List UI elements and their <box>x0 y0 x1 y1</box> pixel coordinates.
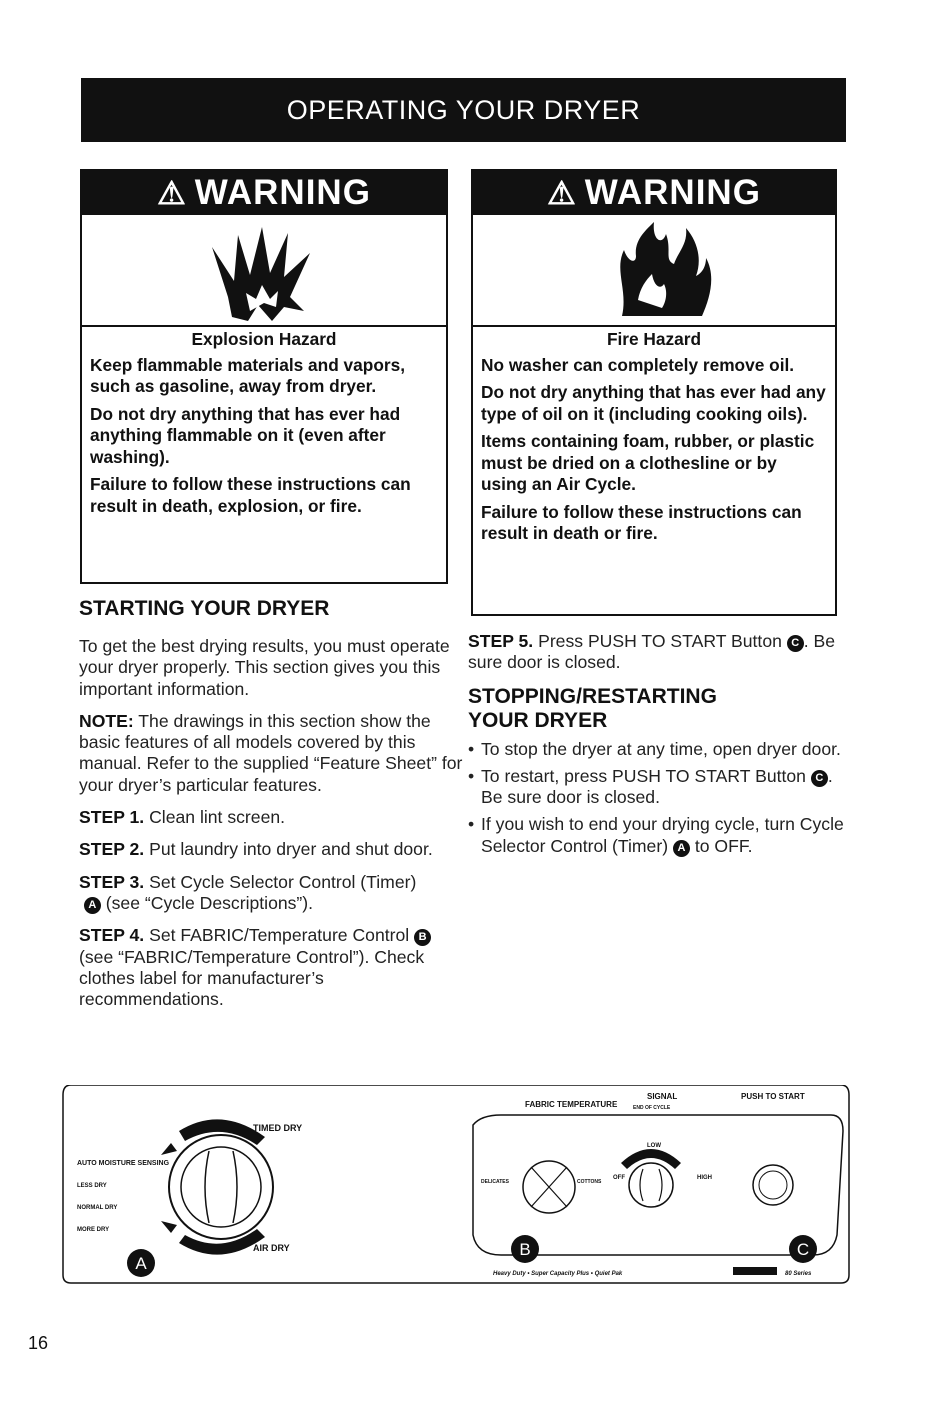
stopping-heading: STOPPING/RESTARTING <box>468 684 717 708</box>
step-text: (see “Cycle Descriptions”). <box>100 892 314 913</box>
starting-heading: STARTING YOUR DRYER <box>79 597 330 620</box>
bullet-text: To restart, press PUSH TO START Button <box>481 765 806 786</box>
page-title: OPERATING YOUR DRYER <box>286 95 641 125</box>
fire-icon <box>473 215 835 325</box>
marker-c-icon: C <box>811 770 828 787</box>
step-text: Press PUSH TO START Button <box>533 631 782 651</box>
less-dry-label: LESS DRY <box>77 1183 107 1189</box>
explosion-warning-box <box>80 169 448 584</box>
warning-triangle-icon: ⚠ <box>157 175 187 211</box>
normal-dry-label: NORMAL DRY <box>77 1205 118 1211</box>
model-footer-text: Heavy Duty • Super Capacity Plus • Quiet Pak <box>493 1271 623 1277</box>
starting-instructions <box>79 636 465 1021</box>
page-number: 16 <box>28 1333 49 1353</box>
warning-heading: WARNING <box>194 173 371 212</box>
warning-line: No washer can completely remove oil. <box>481 354 795 375</box>
off-label: OFF <box>613 1175 625 1181</box>
step-4 <box>79 925 465 1010</box>
signal-sublabel: END OF CYCLE <box>633 1105 671 1111</box>
series-label: 80 Series <box>785 1271 812 1277</box>
step-text: Set Cycle Selector Control (Timer) <box>144 871 417 892</box>
timed-dry-label: TIMED DRY <box>253 1123 303 1133</box>
step-1 <box>79 807 465 828</box>
bullet-text: to OFF. <box>689 835 753 856</box>
warning-heading: WARNING <box>584 173 761 212</box>
warning-line: Do not dry anything that has ever had anything flammable on it (even after washing). <box>90 403 401 467</box>
fire-warning-box <box>471 169 837 616</box>
step-text: Clean lint screen. <box>144 807 286 828</box>
brand-logo-icon <box>733 1267 777 1275</box>
step-label: STEP 2. <box>79 839 145 860</box>
delicates-label: DELICATES <box>481 1179 509 1185</box>
marker-b-letter: B <box>519 1240 531 1259</box>
high-label: HIGH <box>697 1175 712 1181</box>
signal-label: SIGNAL <box>647 1092 678 1101</box>
bullet-text: If you wish to end your drying cycle, turn Cycle Selector Control (Timer) <box>481 814 844 856</box>
step-label: STEP 4. <box>79 925 145 946</box>
stopping-heading-2: YOUR DRYER <box>468 708 608 732</box>
more-dry-label: MORE DRY <box>77 1227 110 1233</box>
step-text: . Be sure door is closed. <box>468 631 836 673</box>
warning-line: Failure to follow these instructions can result in death, explosion, or fire. <box>90 474 411 516</box>
step-label: STEP 5. <box>468 631 534 651</box>
fabric-temp-label: FABRIC TEMPERATURE <box>525 1100 618 1109</box>
marker-a-letter: A <box>135 1254 147 1273</box>
marker-c-letter: C <box>796 1240 810 1259</box>
auto-moisture-label: AUTO MOISTURE SENSING <box>77 1160 170 1167</box>
list-item <box>468 766 848 809</box>
hazard-title: Fire Hazard <box>606 329 702 349</box>
warning-header <box>82 171 446 215</box>
note-paragraph <box>79 711 465 796</box>
marker-a-icon: A <box>673 840 690 857</box>
step-label: STEP 3. <box>79 871 145 892</box>
step-2 <box>79 839 465 860</box>
explosion-pictogram <box>82 215 446 327</box>
list-item <box>468 814 848 857</box>
step-text: (see “FABRIC/Temperature Control”). Check clothes label for manufacturer’s recommendations. <box>79 946 425 1010</box>
warning-line: Do not dry anything that has ever had any type of oil on it (including cooking oils). <box>481 382 826 424</box>
marker-b-icon: B <box>414 929 431 946</box>
air-dry-label: AIR DRY <box>253 1243 290 1253</box>
cottons-label: COTTONS <box>577 1179 602 1185</box>
header-bar <box>81 78 846 142</box>
push-to-start-inner <box>759 1171 787 1199</box>
fire-warning-text <box>473 329 835 551</box>
note-text: The drawings in this section show the basic features of all models covered by this manual. Refer to the supplied “Feature Sheet” for your dryer’s particular features. <box>79 710 463 795</box>
step-label: STEP 1. <box>79 807 145 828</box>
warning-line: Keep flammable materials and vapors, such as gasoline, away from dryer. <box>90 354 406 396</box>
fire-pictogram <box>473 215 835 327</box>
signal-knob <box>621 1149 681 1207</box>
step-text: Set FABRIC/Temperature Control <box>144 925 410 946</box>
warning-line: Items containing foam, rubber, or plastic must be dried on a clothesline or by using an Air Cycle. <box>481 431 815 494</box>
push-to-start-label: PUSH TO START <box>741 1092 805 1101</box>
warning-header <box>473 171 835 215</box>
warning-triangle-icon: ⚠ <box>547 175 577 211</box>
note-label: NOTE: <box>79 710 134 731</box>
marker-c-icon: C <box>787 635 804 652</box>
fabric-temperature-knob <box>523 1161 575 1213</box>
bullet-text: . Be sure door is closed. <box>481 765 833 808</box>
warning-line: Failure to follow these instructions can result in death or fire. <box>481 501 802 543</box>
timer-dial <box>161 1119 273 1254</box>
low-label: LOW <box>647 1143 661 1149</box>
step-3 <box>79 872 465 915</box>
hazard-title: Explosion Hazard <box>191 329 337 349</box>
step-5 <box>468 631 848 674</box>
right-column-instructions <box>468 631 848 863</box>
explosion-warning-text <box>82 329 446 523</box>
stopping-list <box>468 739 848 857</box>
list-item: • To stop the dryer at any time, open dryer door. <box>468 739 848 760</box>
intro-paragraph: To get the best drying results, you must operate your dryer properly. This section gives you this important information. <box>79 636 450 699</box>
control-panel-drawing <box>61 1085 851 1285</box>
step-text: Put laundry into dryer and shut door. <box>144 839 433 860</box>
marker-a-icon: A <box>84 897 101 914</box>
control-panel-illustration <box>61 1085 851 1285</box>
explosion-icon <box>82 215 446 325</box>
